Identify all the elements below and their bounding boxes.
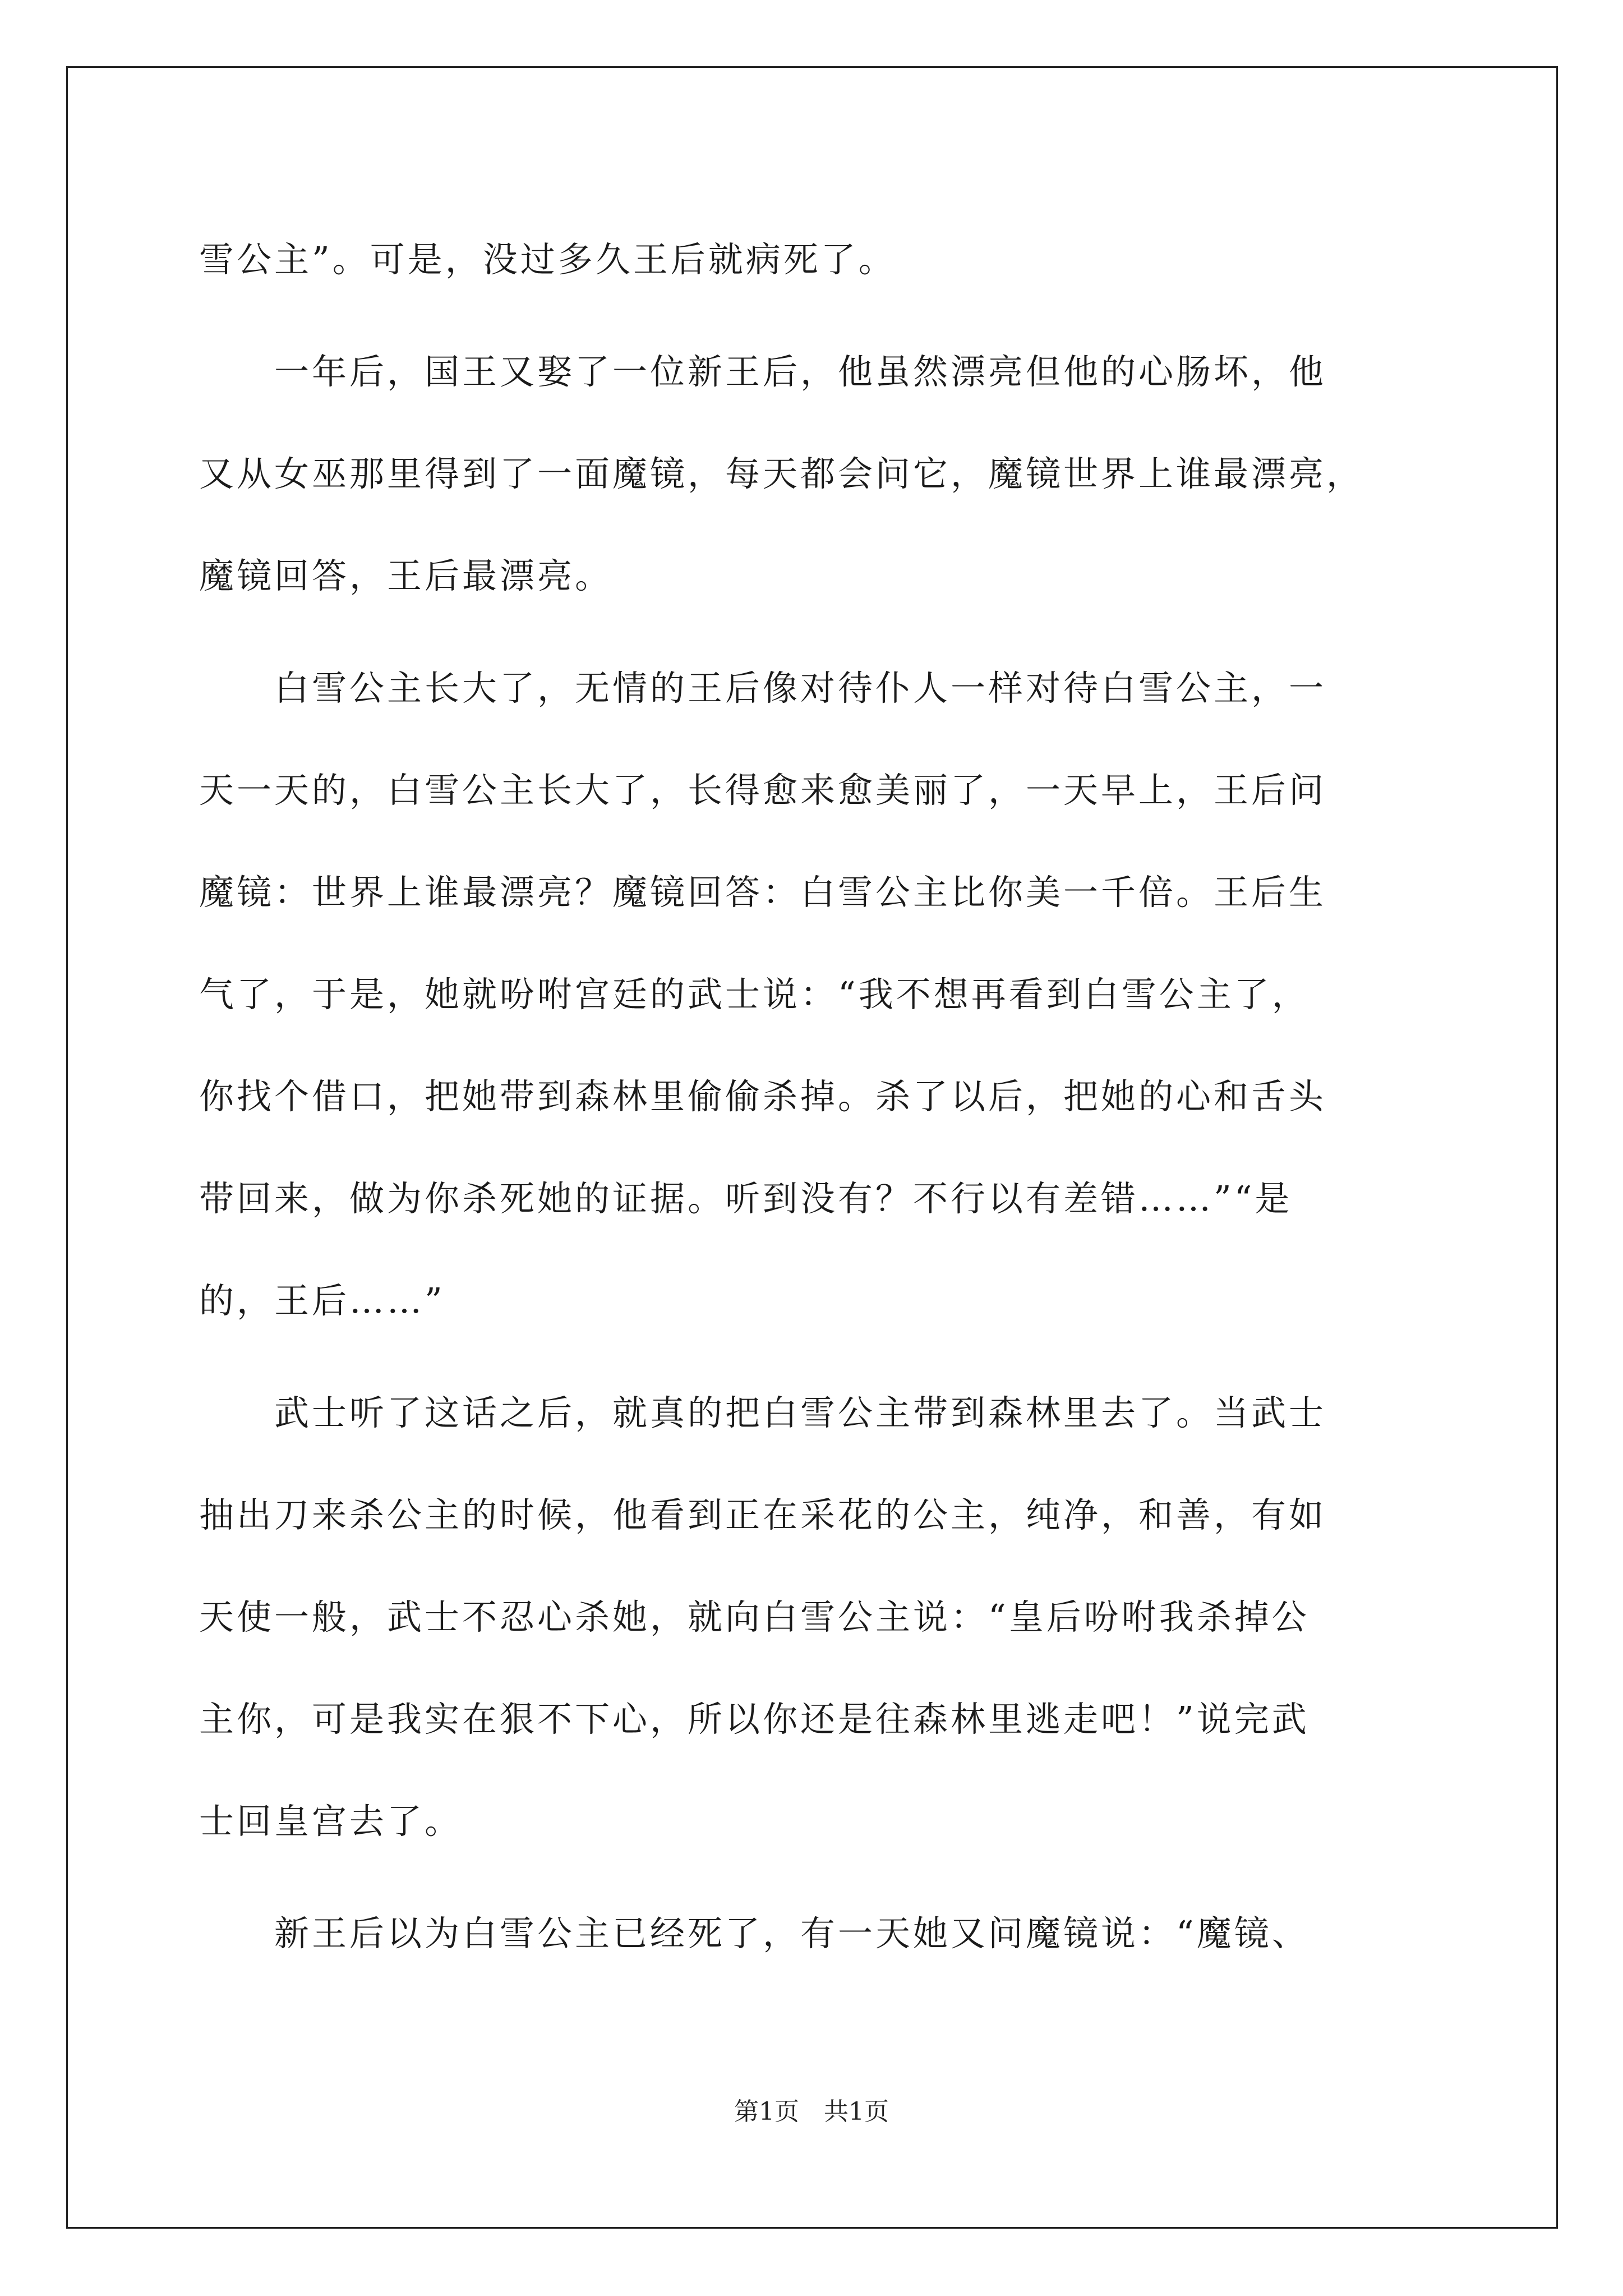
text-line: 魔镜：世界上谁最漂亮？魔镜回答：白雪公主比你美一千倍。王后生 [199, 872, 1327, 913]
text-line: 武士听了这话之后，就真的把白雪公主带到森林里去了。当武士 [274, 1392, 1327, 1433]
text-line: 一年后，国王又娶了一位新王后，他虽然漂亮但他的心肠坏，他 [274, 351, 1327, 392]
text-line: 抽出刀来杀公主的时候，他看到正在采花的公主，纯净，和善，有如 [199, 1494, 1327, 1535]
paragraph [199, 637, 1427, 1352]
document-body [199, 209, 1427, 1985]
text-line: 你找个借口，把她带到森林里偷偷杀掉。杀了以后，把她的心和舌头 [199, 1076, 1327, 1117]
text-line: 主你，可是我实在狠不下心，所以你还是往森林里逃走吧！”说完武 [199, 1699, 1310, 1740]
text-line: 白雪公主长大了，无情的王后像对待仆人一样对待白雪公主，一 [274, 668, 1327, 708]
page-number-footer: 第1页 共1页 [734, 2097, 889, 2126]
text-line: 新王后以为白雪公主已经死了，有一天她又问魔镜说：“魔镜、 [274, 1913, 1310, 1954]
text-line: 带回来，做为你杀死她的证据。听到没有？不行以有差错……”“是 [199, 1178, 1293, 1219]
text-line: 天一天的，白雪公主长大了，长得愈来愈美丽了，一天早上，王后问 [199, 770, 1327, 811]
text-line: 士回皇宫去了。 [199, 1801, 463, 1842]
text-line: 的，王后……” [199, 1280, 445, 1321]
paragraph [199, 1883, 1427, 1985]
paragraph [199, 209, 1427, 311]
text-line: 雪公主”。可是，没过多久王后就病死了。 [199, 239, 896, 280]
text-line: 气了，于是，她就吩咐宫廷的武士说：“我不想再看到白雪公主了， [199, 974, 1310, 1015]
text-line: 魔镜回答，王后最漂亮。 [199, 555, 613, 596]
paragraph [199, 321, 1427, 627]
text-line: 天使一般，武士不忍心杀她，就向白雪公主说：“皇后吩咐我杀掉公 [199, 1596, 1310, 1637]
paragraph [199, 1362, 1427, 1872]
text-line: 又从女巫那里得到了一面魔镜，每天都会问它，魔镜世界上谁最漂亮， [199, 453, 1364, 494]
